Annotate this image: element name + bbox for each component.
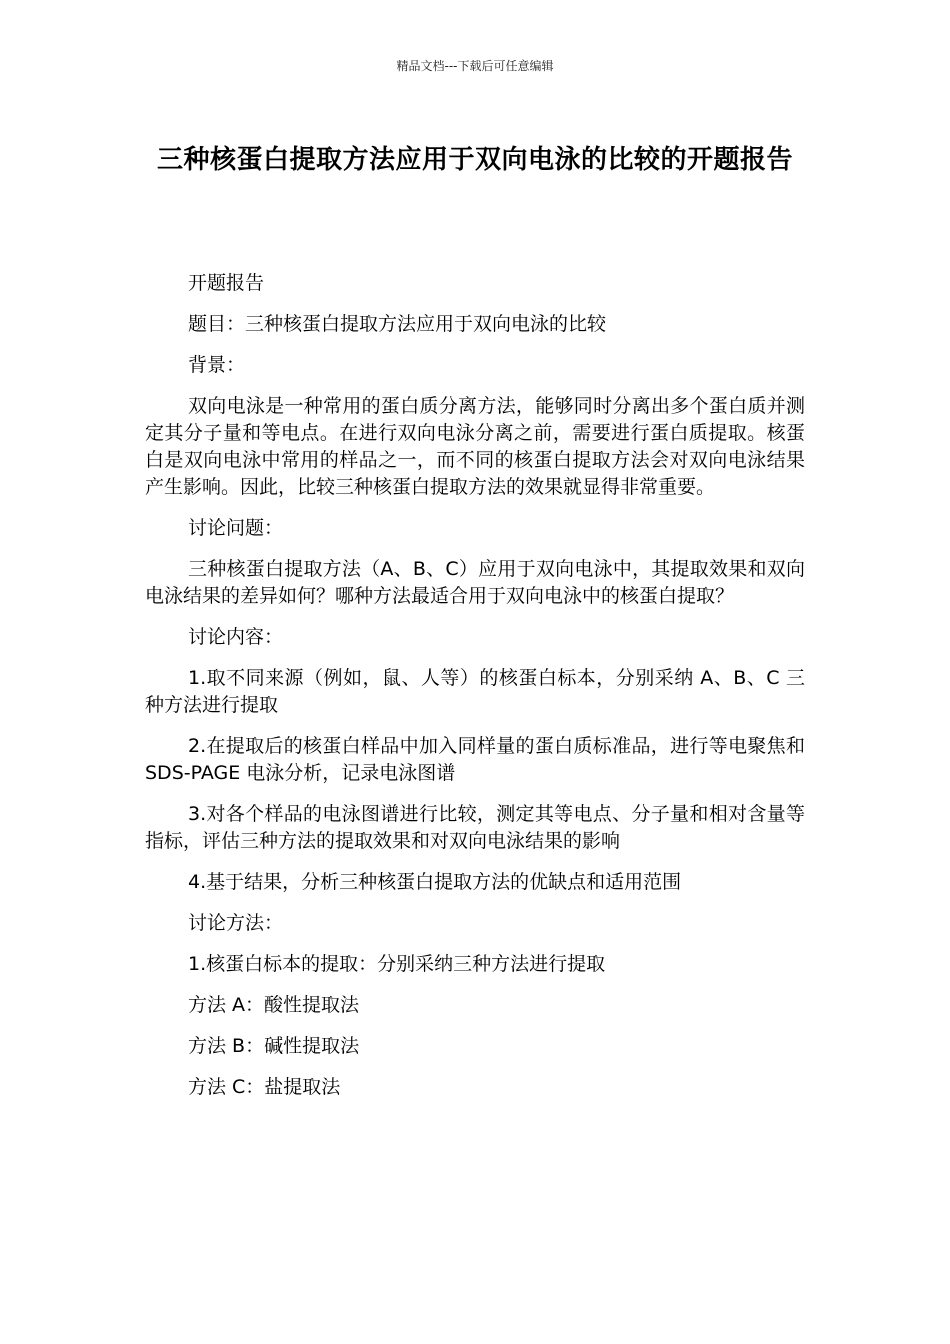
paragraph-content-item-1: 1.取不同来源（例如，鼠、人等）的核蛋白标本，分别采纳 A、B、C 三种方法进行提取 [145, 667, 805, 716]
paragraph-method-b: 方法 B：碱性提取法 [188, 1035, 360, 1057]
document-title: 三种核蛋白提取方法应用于双向电泳的比较的开题报告 [156, 145, 793, 175]
paragraph-topic: 题目：三种核蛋白提取方法应用于双向电泳的比较 [188, 313, 607, 335]
paragraph-content-item-2: 2.在提取后的核蛋白样品中加入同样量的蛋白质标准品，进行等电聚焦和 SDS-PAGE 电泳分析，记录电泳图谱 [145, 735, 805, 784]
paragraph-question-text: 三种核蛋白提取方法（A、B、C）应用于双向电泳中，其提取效果和双向电泳结果的差异如何？哪种方法最适合用于双向电泳中的核蛋白提取？ [145, 558, 805, 607]
paragraph-method-heading: 讨论方法： [188, 912, 284, 934]
paragraph-question-heading: 讨论问题： [188, 517, 284, 539]
paragraph-background-text: 双向电泳是一种常用的蛋白质分离方法，能够同时分离出多个蛋白质并测定其分子量和等电点。在进行双向电泳分离之前，需要进行蛋白质提取。核蛋白是双向电泳中常用的样品之一，而不同的核蛋白提取方法会对双向电泳结果产生影响。因此，比较三种核蛋白提取方法的效果就显得非常重要。 [145, 395, 805, 498]
paragraph-method-item-1: 1.核蛋白标本的提取：分别采纳三种方法进行提取 [188, 953, 606, 975]
paragraph-content-item-4: 4.基于结果，分析三种核蛋白提取方法的优缺点和适用范围 [188, 871, 682, 893]
paragraph-content-item-3: 3.对各个样品的电泳图谱进行比较，测定其等电点、分子量和相对含量等指标，评估三种方法的提取效果和对双向电泳结果的影响 [145, 803, 805, 852]
paragraph-background-heading: 背景： [188, 354, 246, 376]
document-body [145, 270, 805, 1115]
header-note: 精品文档---下载后可任意编辑 [396, 59, 554, 73]
paragraph-method-a: 方法 A：酸性提取法 [188, 994, 360, 1016]
paragraph-method-c: 方法 C：盐提取法 [188, 1076, 341, 1098]
paragraph-report-label: 开题报告 [188, 272, 265, 294]
paragraph-content-heading: 讨论内容： [188, 626, 284, 648]
